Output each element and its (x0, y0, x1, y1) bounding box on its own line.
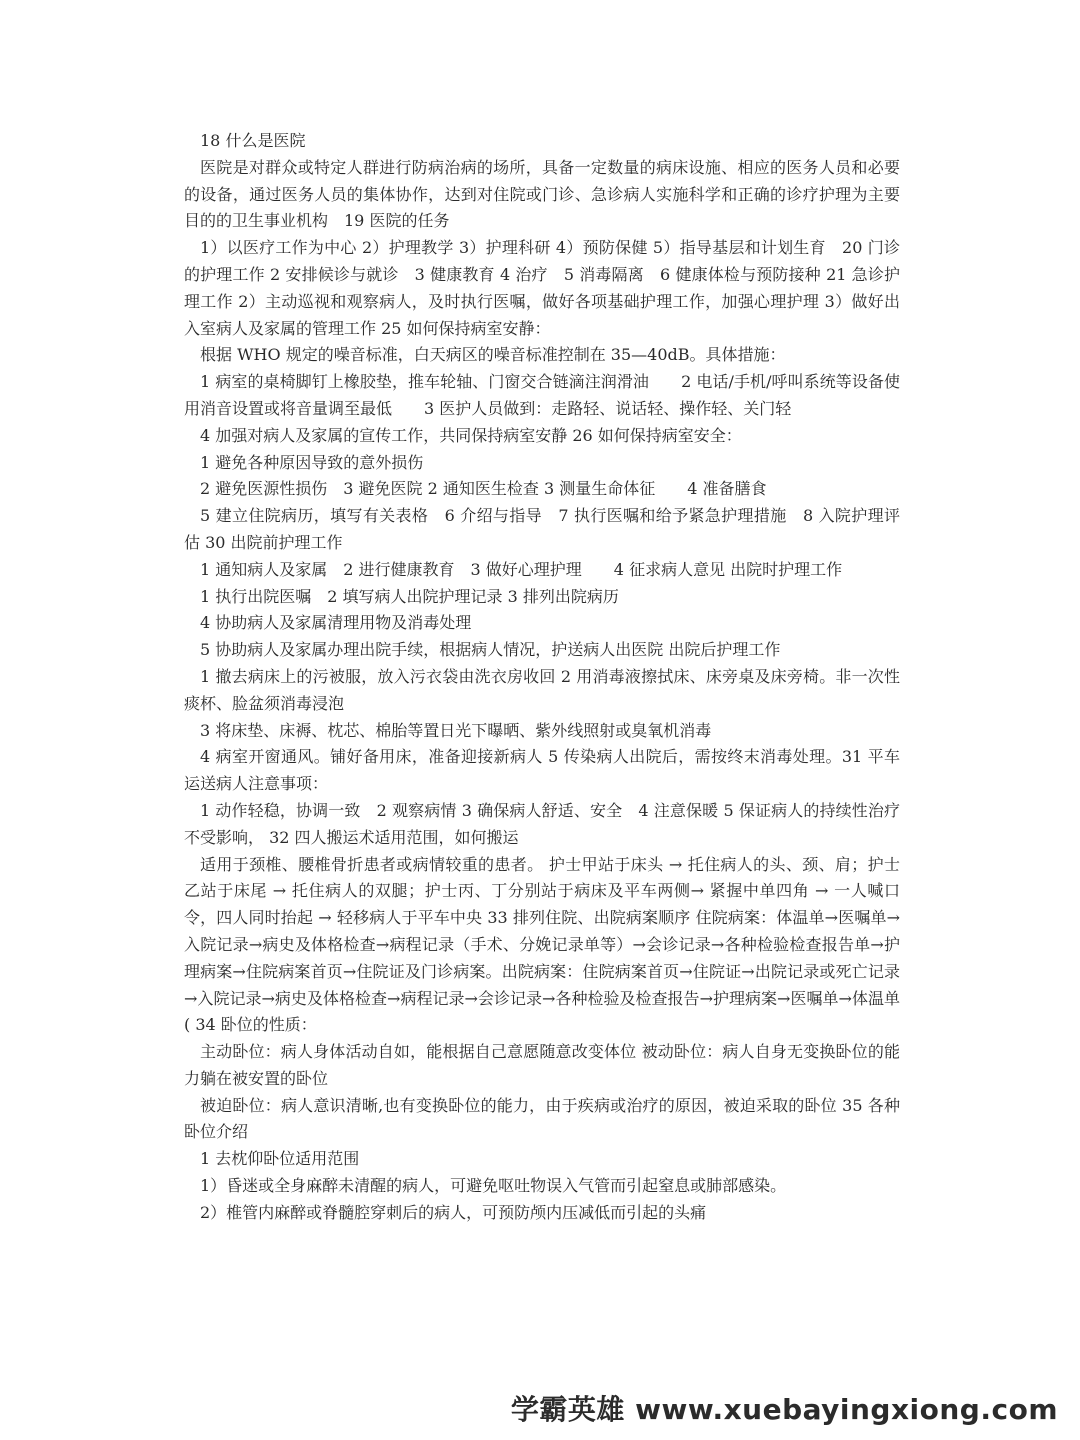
paragraph: 18 什么是医院 (200, 131, 306, 150)
paragraph: 医院是对群众或特定人群进行防病治病的场所，具备一定数量的病床设施、相应的医务人员和必要的设备，通过医务人员的集体协作，达到对住院或门诊、急诊病人实施科学和正确的诊疗护理为主要目的的卫生事业机构 19 医院的任务 (184, 157, 900, 231)
paragraph: 5 协助病人及家属办理出院手续，根据病人情况，护送病人出医院 出院后护理工作 (200, 640, 781, 660)
paragraph: 1 执行出院医嘱 2 填写病人出院护理记录 3 排列出院病历 (200, 586, 619, 606)
paragraph: 2 避免医源性损伤 3 避免医院 2 通知医生检查 3 测量生命体征 4 准备膳食 (200, 479, 767, 499)
paragraph: 1 撤去病床上的污被服，放入污衣袋由洗衣房收回 2 用消毒液擦拭床、床旁桌及床旁椅。非一次性痰杯、脸盆须消毒浸泡 (184, 666, 900, 713)
paragraph: 4 加强对病人及家属的宣传工作，共同保持病室安静 26 如何保持病室安全： (200, 425, 742, 445)
paragraph: 4 协助病人及家属清理用物及消毒处理 (200, 613, 472, 633)
paragraph: 1 去枕仰卧位适用范围 (200, 1149, 360, 1169)
paragraph: 1 病室的桌椅脚钉上橡胶垫，推车轮轴、门窗交合链滴注润滑油 2 电话/手机/呼叫系统等设备使用消音设置或将音量调至最低 3 医护人员做到：走路轻、说话轻、操作轻、关门轻 (184, 372, 900, 418)
paragraph: 适用于颈椎、腰椎骨折患者或病情较重的患者。 护士甲站于床头 → 托住病人的头、颈、肩；护士乙站于床尾 → 托住病人的双腿；护士丙、丁分别站于病床及平车两侧→ 紧握中单四角 → 一人喊口令，四人同时抬起 → 轻移病人于平车中央 33 排列住院、出院病案顺序 住院病案：体温单→医嘱单→入院记录→病史及体格检查→病程记录（手术、分娩记录单等）→会诊记录→各种检验检查报告单→护理病案→住院病案首页→住院证及门诊病案。出院病案：住院病案首页→住院证→出院记录或死亡记录→入院记录→病史及体格检查→病程记录→会诊记录→各种检验及检查报告→护理病案→医嘱单→体温单( 34 卧位的性质： (184, 854, 900, 1035)
paragraph: 1）昏迷或全身麻醉未清醒的病人，可避免呕吐物误入气管而引起窒息或肺部感染。 (200, 1176, 787, 1196)
paragraph: 3 将床垫、床褥、枕芯、棉胎等置日光下曝晒、紫外线照射或臭氧机消毒 (200, 720, 712, 740)
document-body (184, 128, 900, 1227)
paragraph: 主动卧位：病人身体活动自如，能根据自己意愿随意改变体位 被动卧位：病人自身无变换卧位的能力躺在被安置的卧位 (184, 1042, 900, 1088)
paragraph: 1 避免各种原因导致的意外损伤 (200, 452, 424, 472)
paragraph: 4 病室开窗通风。铺好备用床，准备迎接新病人 5 传染病人出院后，需按终末消毒处理。31 平车运送病人注意事项： (184, 747, 900, 794)
paragraph: 2）椎管内麻醉或脊髓腔穿刺后的病人，可预防颅内压减低而引起的头痛 (200, 1202, 707, 1222)
paragraph: 被迫卧位：病人意识清晰,也有变换卧位的能力，由于疾病或治疗的原因，被迫采取的卧位 35 各种卧位介绍 (184, 1095, 900, 1142)
paragraph: 5 建立住院病历，填写有关表格 6 介绍与指导 7 执行医嘱和给予紧急护理措施 8 入院护理评估 30 出院前护理工作 (184, 506, 900, 552)
paragraph: 1 通知病人及家属 2 进行健康教育 3 做好心理护理 4 征求病人意见 出院时护理工作 (200, 559, 843, 579)
paragraph: 1）以医疗工作为中心 2）护理教学 3）护理科研 4）预防保健 5）指导基层和计划生育 20 门诊的护理工作 2 安排候诊与就诊 3 健康教育 4 治疗 5 消毒隔离 6 健康体检与预防接种 21 急诊护理工作 2）主动巡视和观察病人，及时执行医嘱，做好各项基础护理工作，加强心理护理 3）做好出入室病人及家属的管理工作 25 如何保持病室安静： (184, 238, 900, 338)
watermark: 学霸英雄 www.xuebayingxiong.com (510, 1393, 1058, 1426)
paragraph: 根据 WHO 规定的噪音标准，白天病区的噪音标准控制在 35—40dB。具体措施： (200, 345, 786, 365)
paragraph: 1 动作轻稳，协调一致 2 观察病情 3 确保病人舒适、安全 4 注意保暖 5 保证病人的持续性治疗不受影响， 32 四人搬运术适用范围，如何搬运 (184, 800, 900, 847)
